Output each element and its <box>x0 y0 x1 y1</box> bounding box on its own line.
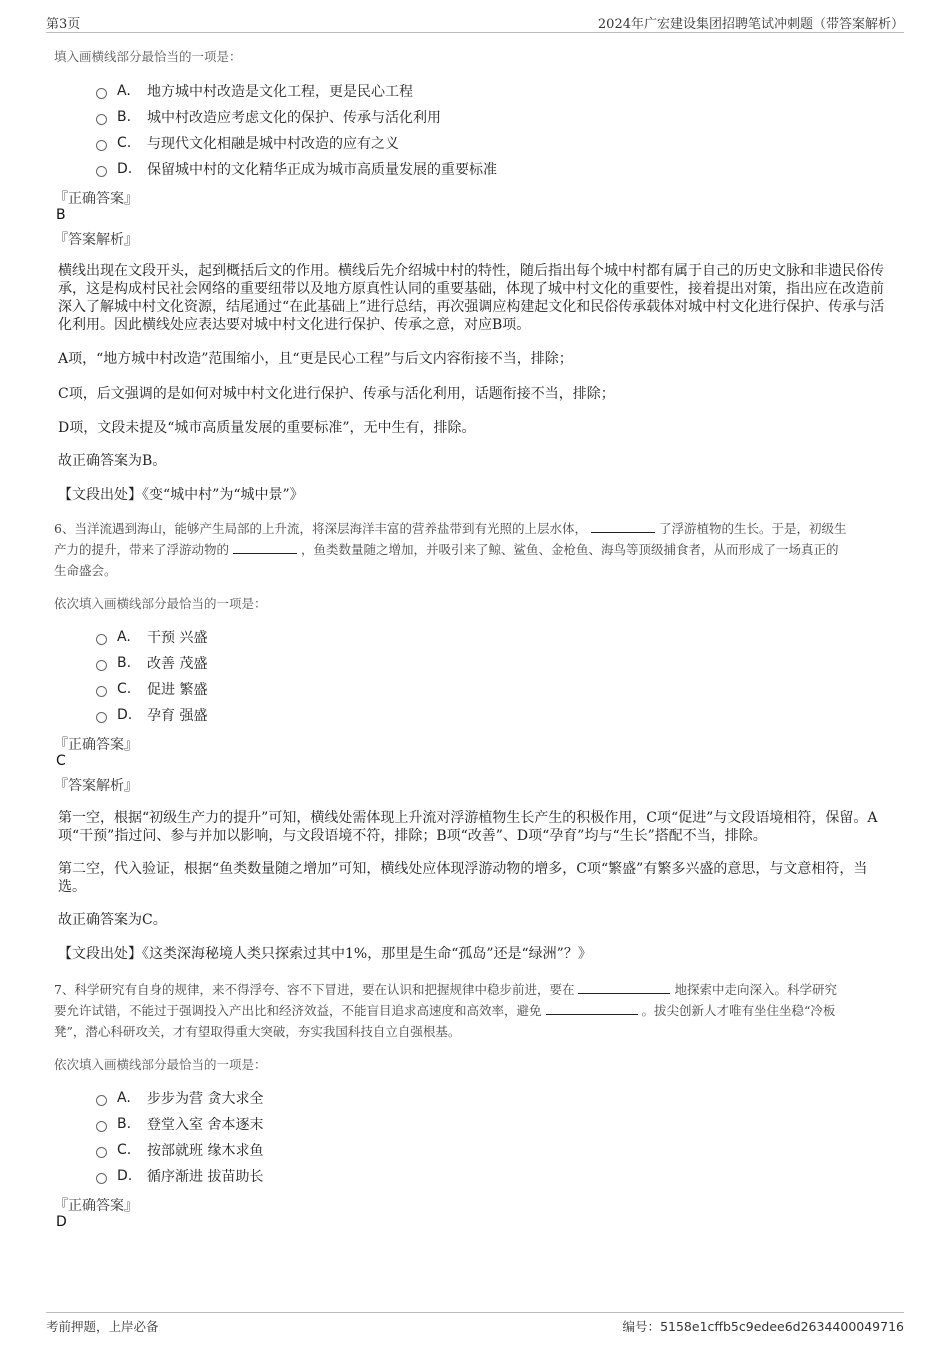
q7-answer: D <box>56 1214 67 1230</box>
page-number: 第3页 <box>46 17 81 32</box>
q6-answer-label: 『正确答案』 <box>54 737 138 753</box>
document-code: 编号：5158e1cffb5c9edee6d2634400049716 <box>622 1319 904 1334</box>
q6-analysis-label: 『答案解析』 <box>54 778 138 794</box>
q6-option-c[interactable]: C. 促进 繁盛 <box>96 678 207 700</box>
q6-analysis-p3: 故正确答案为C。 <box>58 912 167 928</box>
radio-icon[interactable] <box>96 1173 107 1184</box>
radio-icon[interactable] <box>96 166 107 177</box>
radio-icon[interactable] <box>96 114 107 125</box>
q7-option-c[interactable]: C. 按部就班 缘木求鱼 <box>96 1139 263 1161</box>
radio-icon[interactable] <box>96 88 107 99</box>
q7-option-b[interactable]: B. 登堂入室 舍本逐末 <box>96 1113 263 1135</box>
q7-blank-1 <box>578 981 670 994</box>
q5-analysis-p3: C项，后文强调的是如何对城中村文化进行保护、传承与活化利用，话题衔接不当，排除； <box>58 386 615 402</box>
radio-icon[interactable] <box>96 1121 107 1132</box>
radio-icon[interactable] <box>96 634 107 645</box>
q6-answer: C <box>56 753 66 769</box>
page-header <box>46 10 904 33</box>
q7-option-a[interactable]: A. 步步为营 贪大求全 <box>96 1087 263 1109</box>
q6-blank-2 <box>233 541 297 554</box>
q5-option-d[interactable]: D. 保留城中村的文化精华正成为城市高质量发展的重要标准 <box>96 158 497 180</box>
q6-option-b[interactable]: B. 改善 茂盛 <box>96 652 207 674</box>
q5-prompt: 填入画横线部分最恰当的一项是： <box>54 49 242 64</box>
page-footer <box>46 1312 904 1339</box>
q5-source: 【文段出处】《变“城中村”为“城中景”》 <box>58 487 304 503</box>
q5-option-a[interactable]: A. 地方城中村改造是文化工程，更是民心工程 <box>96 80 413 102</box>
q7-stem: 7、科学研究有自身的规律，来不得浮夸、容不下冒进，要在认识和把握规律中稳步前进，要在 地探索中走向深入。科学研究 要允许试错，不能过于强调投入产出比和经济效益，不能盲目追求高速度和高效率，避免 。拔尖创新人才唯有坐住坐稳“冷板 凳”，潜心科研攻关，才有望取得重大突破，夯实我国科技自立自强根基。 <box>54 982 837 1039</box>
q5-answer: B <box>56 207 66 223</box>
q6-blank-1 <box>591 520 655 533</box>
q5-analysis-p2: A项，“地方城中村改造”范围缩小，且“更是民心工程”与后文内容衔接不当，排除； <box>58 351 573 367</box>
q5-answer-label: 『正确答案』 <box>54 191 138 207</box>
q6-option-a[interactable]: A. 干预 兴盛 <box>96 626 207 648</box>
q7-option-d[interactable]: D. 循序渐进 拔苗助长 <box>96 1165 263 1187</box>
q7-answer-label: 『正确答案』 <box>54 1198 138 1214</box>
radio-icon[interactable] <box>96 1147 107 1158</box>
q7-blank-2 <box>546 1002 638 1015</box>
footer-slogan: 考前押题，上岸必备 <box>46 1319 159 1334</box>
document-title: 2024年广宏建设集团招聘笔试冲刺题（带答案解析） <box>597 17 904 32</box>
q5-analysis-label: 『答案解析』 <box>54 232 138 248</box>
q5-analysis-p1: 横线出现在文段开头，起到概括后文的作用。横线后先介绍城中村的特性，随后指出每个城中村都有属于自己的历史文脉和非遗民俗传承，这是构成村民社会网络的重要纽带以及地方原真性认同的重要基础，体现了城中村文化的重要性，接着提出对策，指出应在改造前深入了解城中村文化资源，结尾通过“在此基础上”进行总结，再次强调应构建起文化和民俗传承载体对城中村文化进行保护、传承与活化利用。因此横线处应表达要对城中村文化进行保护、传承之意，对应B项。 <box>58 263 885 333</box>
q5-analysis-p4: D项，文段未提及“城市高质量发展的重要标准”，无中生有，排除。 <box>58 420 476 436</box>
radio-icon[interactable] <box>96 660 107 671</box>
q6-stem: 6、当洋流遇到海山，能够产生局部的上升流，将深层海洋丰富的营养盐带到有光照的上层水体， 了浮游植物的生长。于是，初级生 产力的提升，带来了浮游动物的 ，鱼类数量随之增加，并吸引来了鲸、鲨鱼、金枪鱼、海鸟等顶级捕食者，从而形成了一场真正的 生命盛会。 <box>54 521 847 578</box>
q5-option-b[interactable]: B. 城中村改造应考虑文化的保护、传承与活化利用 <box>96 106 441 128</box>
q6-analysis-p2: 第二空，代入验证，根据“鱼类数量随之增加”可知，横线处应体现浮游动物的增多，C项“繁盛”有繁多兴盛的意思，与文意相符，当选。 <box>58 861 868 895</box>
radio-icon[interactable] <box>96 1095 107 1106</box>
q6-analysis-p1: 第一空，根据“初级生产力的提升”可知，横线处需体现上升流对浮游植物生长产生的积极作用，C项“促进”与文段语境相符，保留。A项“干预”指过问、参与并加以影响，与文段语境不符，排除；B项“改善”、D项“孕育”均与“生长”搭配不当，排除。 <box>58 810 878 844</box>
radio-icon[interactable] <box>96 140 107 151</box>
radio-icon[interactable] <box>96 712 107 723</box>
q5-analysis-p5: 故正确答案为B。 <box>58 453 167 469</box>
q6-source: 【文段出处】《这类深海秘境人类只探索过其中1%，那里是生命“孤岛”还是“绿洲”？》 <box>58 946 592 962</box>
q6-prompt: 依次填入画横线部分最恰当的一项是： <box>54 596 267 611</box>
radio-icon[interactable] <box>96 686 107 697</box>
q5-option-c[interactable]: C. 与现代文化相融是城中村改造的应有之义 <box>96 132 399 154</box>
q7-prompt: 依次填入画横线部分最恰当的一项是： <box>54 1057 267 1072</box>
q6-option-d[interactable]: D. 孕育 强盛 <box>96 704 207 726</box>
